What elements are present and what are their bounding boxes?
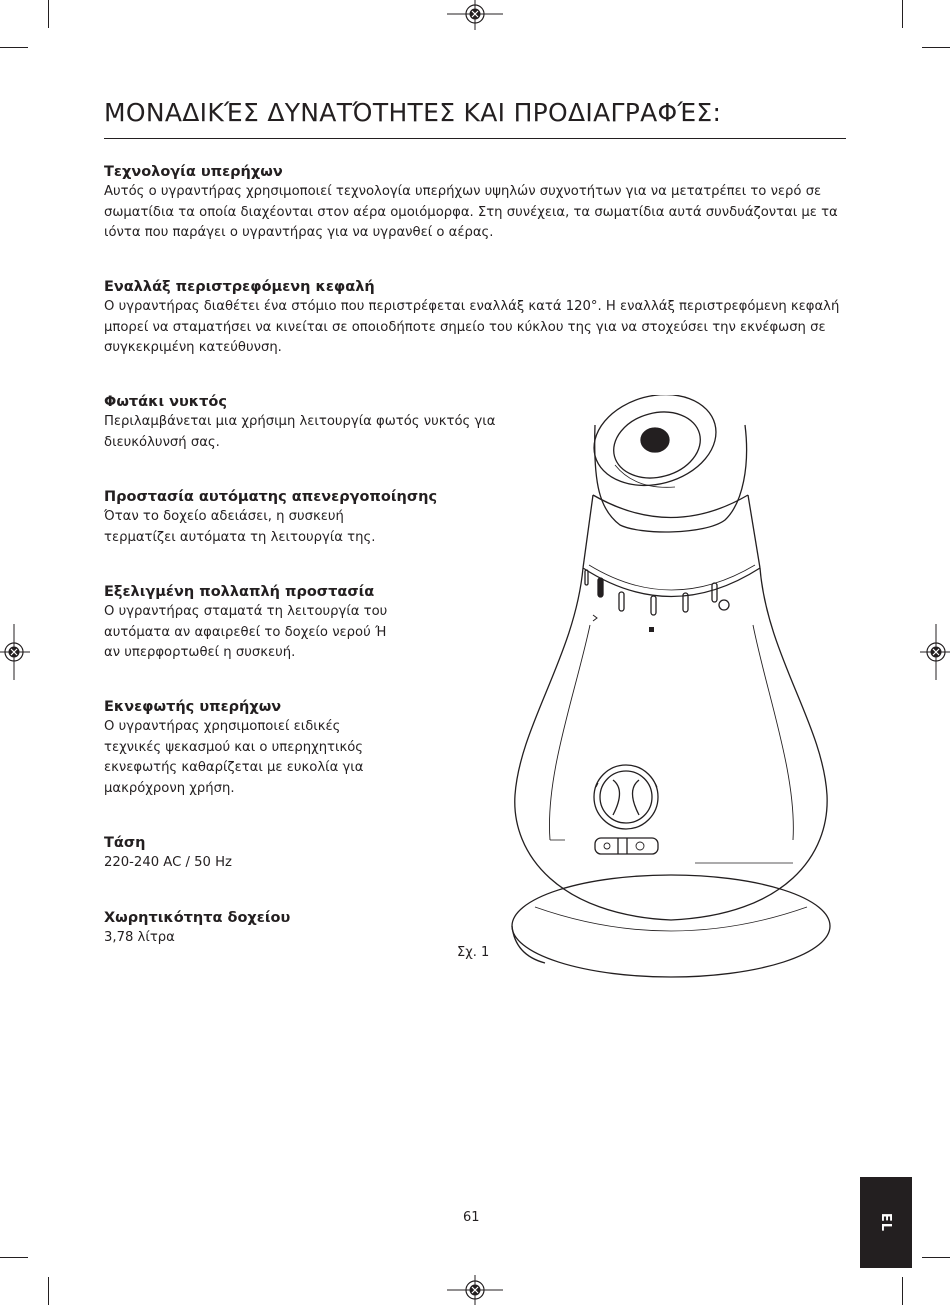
section-heading: Τεχνολογία υπερήχων [104,164,283,180]
section-body: Ο υγραντήρας διαθέτει ένα στόμιο που περιστρέφεται εναλλάξ κατά 120°. Η εναλλάξ περιστρεφόμενη κεφαλή μπορεί να σταματήσει να κινείται σε οποιοδήποτε σημείο του κύκλου της για να στοχεύσει την εκνέφωση σε συγκεκριμένη κατεύθυνση. [104,299,840,355]
section-heading: Χωρητικότητα δοχείου [104,910,291,926]
crop-mark [922,1257,950,1258]
registration-mark-icon [447,0,503,30]
registration-mark-icon [920,624,950,680]
title-rule [104,138,846,139]
section-heading: Φωτάκι νυκτός [104,394,227,410]
registration-mark-icon [0,624,30,680]
section-heading: Εξελιγμένη πολλαπλή προστασία [104,584,375,600]
language-code: EL [878,1212,894,1233]
section-heading: Τάση [104,835,146,851]
section-multi-protection [104,582,404,664]
crop-mark [0,47,28,48]
section-body: Ο υγραντήρας χρησιμοποιεί ειδικές τεχνικές ψεκασμού και ο υπερηχητικός εκνεφωτής καθαρίζεται με ευκολία για μακρόχρονη χρήση. [104,719,364,796]
section-heading: Προστασία αυτόματης απενεργοποίησης [104,489,438,505]
crop-mark [922,47,950,48]
section-night-light [104,392,504,453]
crop-mark [48,0,49,28]
page-title: ΜΟΝΑΔΙΚΈΣ ΔΥΝΑΤΌΤΗΤΕΣ ΚΑΙ ΠΡΟΔΙΑΓΡΑΦΈΣ: [104,98,722,127]
section-body: Ο υγραντήρας σταματά τη λειτουργία του αυτόματα αν αφαιρεθεί το δοχείο νερού Ή αν υπερφορτωθεί η συσκευή. [104,604,388,660]
crop-mark [48,1277,49,1305]
section-ultrasonic-technology [104,162,849,244]
section-voltage [104,833,504,874]
section-body: Όταν το δοχείο αδειάσει, η συσκευή τερματίζει αυτόματα τη λειτουργία της. [104,509,376,545]
section-body: Περιλαμβάνεται μια χρήσιμη λειτουργία φωτός νυκτός για διευκόλυνσή σας. [104,414,496,450]
section-body: Αυτός ο υγραντήρας χρησιμοποιεί τεχνολογία υπερήχων υψηλών συχνοτήτων για να μετατρέπει το νερό σε σωματίδια τα οποία διαχέονται στον αέρα ομοιόμορφα. Στη συνέχεια, τα σωματίδια αυτά συνδυάζονται με τα ιόντα που παράγει ο υγραντήρας για να υγρανθεί ο αέρας. [104,184,838,240]
section-tank-capacity [104,908,504,949]
figure-caption: Σχ. 1 [457,945,490,960]
page-number: 61 [463,1210,480,1225]
section-oscillating-head [104,277,859,359]
section-heading: Εναλλάξ περιστρεφόμενη κεφαλή [104,279,375,295]
section-body: 220-240 AC / 50 Hz [104,855,232,870]
crop-mark [0,1257,28,1258]
crop-mark [902,1277,903,1305]
section-ultrasonic-nebulizer [104,697,379,799]
language-tab [860,1177,912,1268]
humidifier-illustration [505,395,841,985]
section-heading: Εκνεφωτής υπερήχων [104,699,282,715]
registration-mark-icon [447,1275,503,1305]
section-body: 3,78 λίτρα [104,930,175,945]
crop-mark [902,0,903,28]
section-auto-shutoff [104,487,437,548]
